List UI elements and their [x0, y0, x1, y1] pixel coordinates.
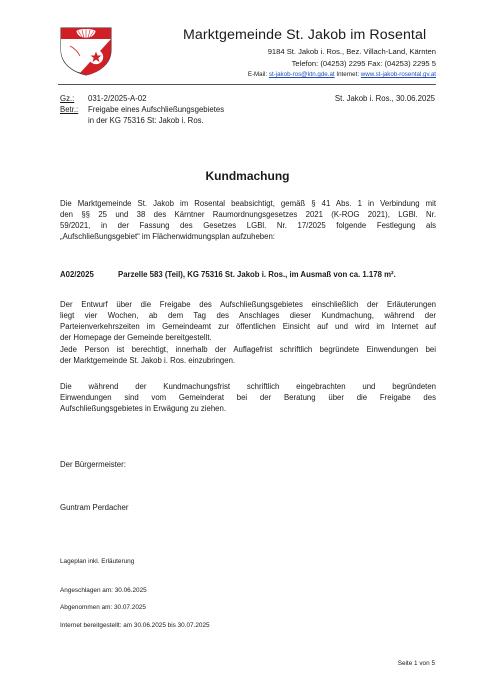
- subject-line-2: in der KG 75316 St: Jakob i. Ros.: [88, 116, 204, 125]
- objection-review-paragraph: [60, 381, 436, 414]
- online-period: Internet bereitgestellt: am 30.06.2025 bis 30.07.2025: [60, 622, 210, 629]
- draft-paragraph: [60, 299, 436, 343]
- removed-date: Abgenommen am: 30.07.2025: [60, 604, 146, 611]
- internet-label: Internet:: [336, 71, 360, 78]
- objection-right-paragraph: [60, 344, 436, 366]
- phone-fax: Telefon: (04253) 2295 Fax: (04253) 2295 5: [291, 59, 436, 68]
- parcel-description: Parzelle 583 (Teil), KG 75316 St. Jakob i. Ros., im Ausmaß von ca. 1.178 m².: [118, 270, 396, 279]
- website-link[interactable]: www.st-jakob-rosental.gv.at: [360, 71, 436, 78]
- municipality-name: Marktgemeinde St. Jakob im Rosental: [183, 27, 427, 43]
- betr-label: Betr.:: [60, 105, 79, 114]
- gz-value: 031-2/2025-A-02: [88, 94, 147, 103]
- email-label: E-Mail:: [247, 71, 268, 78]
- paragraph-line: Parteienverkehrszeiten im Gemeindeamt zur öffentlichen Einsicht auf und wird im Internet auf: [60, 322, 436, 331]
- paragraph-line: Die während der Kundmachungsfrist schriftlich eingebrachten und begründeten: [60, 382, 436, 391]
- place-date: St. Jakob i. Ros., 30.06.2025: [334, 94, 435, 103]
- contact-line: [248, 71, 436, 78]
- paragraph-line: Einwendungen sind vom Gemeinderat bei der Beratung über die Freigabe des: [60, 393, 436, 402]
- municipality-crest-icon: [58, 26, 114, 76]
- paragraph-line: liegt vier Wochen, ab dem Tag des Anschlages dieser Kundmachung, während der: [60, 311, 436, 320]
- paragraph-line: „Aufschließungsgebiet“ im Flächenwidmungsplan aufzuheben:: [60, 232, 275, 241]
- paragraph-line: der Marktgemeinde St. Jakob i. Ros. einzubringen.: [60, 356, 236, 365]
- paragraph-line: Der Entwurf über die Freigabe des Aufschließungsgebietes einschließlich der Erläuterungen: [60, 300, 436, 309]
- header-divider: [58, 84, 436, 85]
- parcel-code: A02/2025: [60, 270, 94, 279]
- gz-label: Gz.:: [60, 94, 75, 103]
- attachment-note: Lageplan inkl. Erläuterung: [60, 558, 135, 565]
- page-number: Seite 1 von 5: [397, 660, 435, 667]
- municipality-address: 9184 St. Jakob i. Ros., Bez. Villach-Land, Kärnten: [267, 47, 436, 56]
- posted-date: Angeschlagen am: 30.06.2025: [60, 587, 147, 594]
- paragraph-line: Die Marktgemeinde St. Jakob im Rosental beabsichtigt, gemäß § 41 Abs. 1 in Verbindung mit: [60, 199, 436, 208]
- email-link[interactable]: st-jakob-ros@ktn.gde.at: [268, 71, 335, 78]
- signer-title: Der Bürgermeister:: [60, 460, 126, 469]
- paragraph-line: 59/2021, in der Fassung des Gesetzes LGBl. Nr. 17/2025 folgende Festlegung als: [60, 221, 436, 230]
- subject-line-1: Freigabe eines Aufschließungsgebietes: [88, 105, 225, 114]
- paragraph-line: der Homepage der Gemeinde bereitgestellt.: [60, 333, 212, 342]
- document-heading: Kundmachung: [205, 169, 290, 183]
- paragraph-line: Aufschließungsgebietes in Erwägung zu ziehen.: [60, 404, 227, 413]
- intro-paragraph: [60, 198, 436, 242]
- paragraph-line: Jede Person ist berechtigt, innerhalb der Auflagefrist schriftlich begründete Einwendungen bei: [60, 345, 436, 354]
- signer-name: Guntram Perdacher: [60, 503, 129, 512]
- paragraph-line: den §§ 25 und 38 des Kärntner Raumordnungsgesetzes 2021 (K-ROG 2021), LGBl. Nr.: [60, 210, 436, 219]
